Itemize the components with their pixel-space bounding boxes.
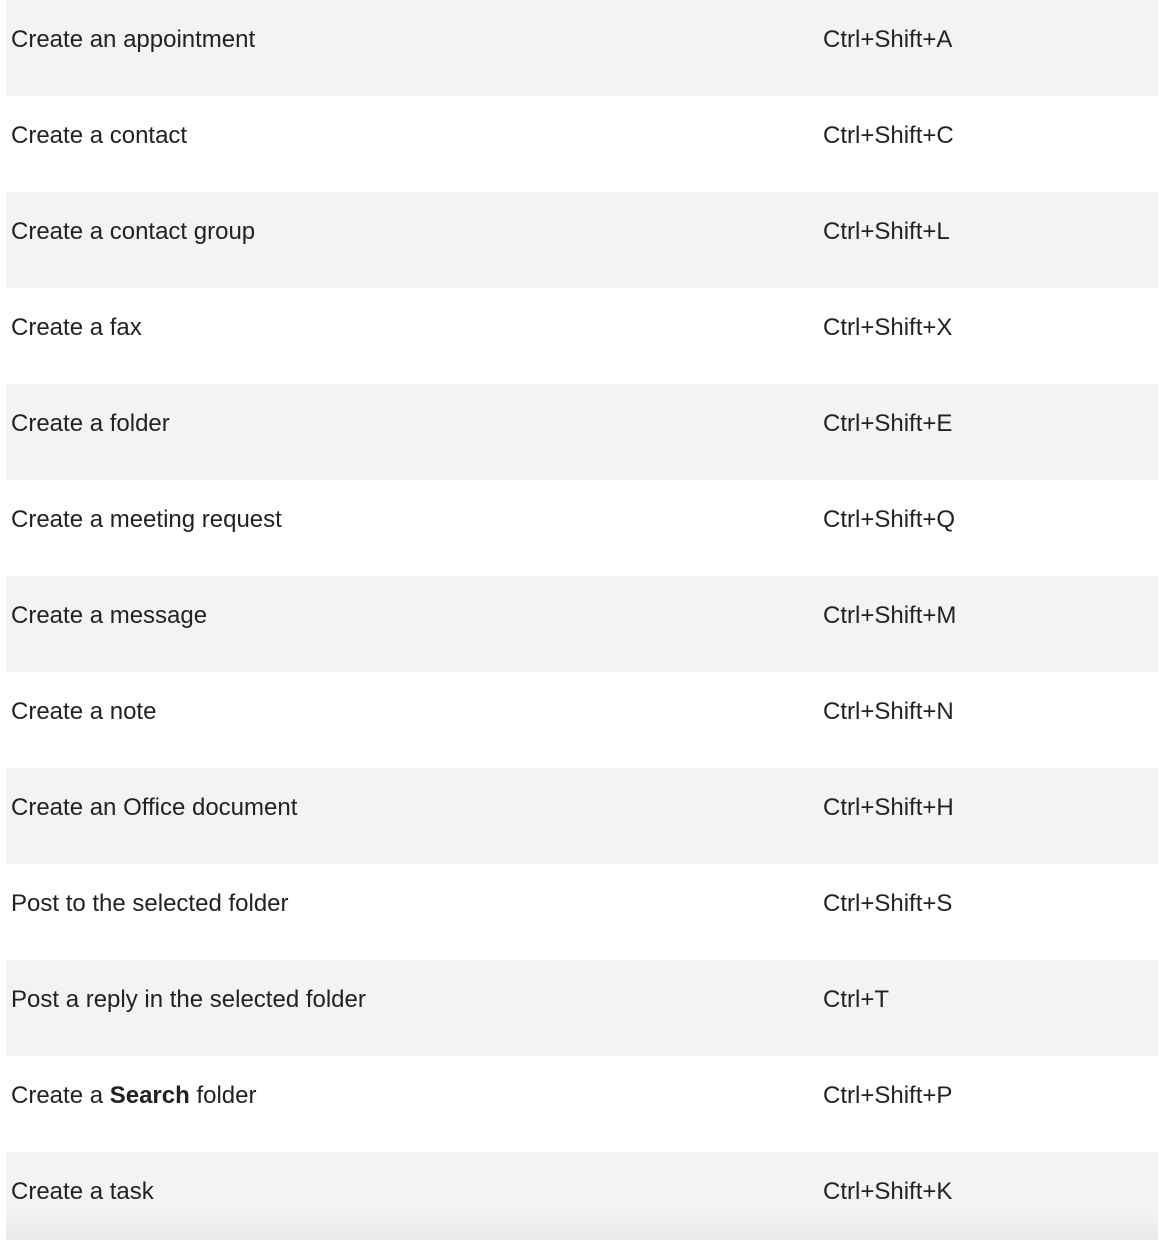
table-row bbox=[6, 288, 1158, 384]
shortcut-cell: Ctrl+Shift+N bbox=[823, 698, 954, 725]
shortcut-cell: Ctrl+Shift+A bbox=[823, 26, 953, 53]
shortcut-cell: Ctrl+Shift+M bbox=[823, 602, 957, 629]
shortcut-cell: Ctrl+Shift+K bbox=[823, 1178, 953, 1205]
table-row bbox=[6, 96, 1158, 192]
action-cell: Create a fax bbox=[11, 314, 142, 341]
shortcut-cell: Ctrl+Shift+E bbox=[823, 410, 953, 437]
table-row bbox=[6, 1056, 1158, 1152]
action-cell: Create a message bbox=[11, 602, 208, 629]
shortcut-cell: Ctrl+Shift+C bbox=[823, 122, 954, 149]
action-cell: Post a reply in the selected folder bbox=[11, 986, 366, 1013]
action-cell: Create a task bbox=[11, 1178, 154, 1205]
action-cell: Create a note bbox=[11, 698, 157, 725]
table-row bbox=[6, 192, 1158, 288]
shortcut-cell: Ctrl+Shift+P bbox=[823, 1082, 953, 1109]
search-folder-keyword: Search bbox=[109, 1082, 190, 1109]
shortcut-cell: Ctrl+Shift+X bbox=[823, 314, 953, 341]
shortcut-cell: Ctrl+Shift+S bbox=[823, 890, 953, 917]
table-row bbox=[6, 384, 1158, 480]
table-row bbox=[6, 480, 1158, 576]
shortcuts-table bbox=[6, 0, 1158, 1240]
action-text-prefix: Create a bbox=[11, 1082, 110, 1109]
shortcut-cell: Ctrl+Shift+H bbox=[823, 794, 954, 821]
action-cell: Post to the selected folder bbox=[11, 890, 289, 917]
table-row bbox=[6, 1152, 1158, 1240]
action-cell: Create an Office document bbox=[11, 794, 298, 821]
table-row bbox=[6, 864, 1158, 960]
table-row bbox=[6, 768, 1158, 864]
action-cell: Create a meeting request bbox=[11, 506, 282, 533]
action-cell: Create an appointment bbox=[11, 26, 256, 53]
table-row bbox=[6, 960, 1158, 1056]
action-cell: Create a folder bbox=[11, 410, 170, 437]
shortcut-cell: Ctrl+T bbox=[823, 986, 889, 1013]
table-row bbox=[6, 576, 1158, 672]
shortcut-cell: Ctrl+Shift+Q bbox=[823, 506, 956, 533]
action-cell bbox=[11, 1056, 256, 1136]
shortcut-cell: Ctrl+Shift+L bbox=[823, 218, 950, 245]
action-cell: Create a contact group bbox=[11, 218, 256, 245]
action-text-suffix: folder bbox=[189, 1082, 257, 1109]
action-cell: Create a contact bbox=[11, 122, 188, 149]
table-row bbox=[6, 0, 1158, 96]
table-row bbox=[6, 672, 1158, 768]
